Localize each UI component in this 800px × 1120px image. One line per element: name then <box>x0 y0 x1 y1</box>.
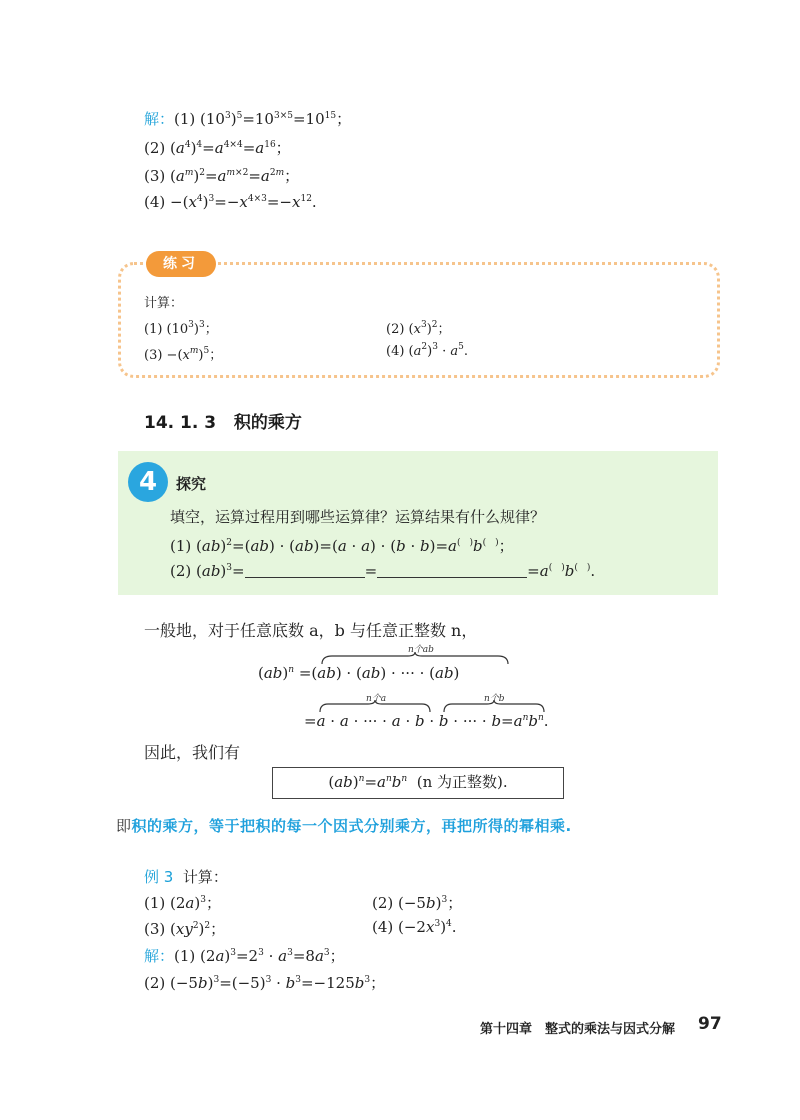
example-item-1: (1) $(2a)^3$； <box>144 894 221 912</box>
example-heading <box>144 866 228 887</box>
derivation-line-2: =a · a · ··· · a · b · b · ··· · $b=a^nb^n$. <box>304 712 549 730</box>
practice-item-4: (4) $(a^2)^3 \cdot a^5$. <box>386 342 468 359</box>
example-label: 例 3 <box>144 868 174 886</box>
brace-label-a: n个a <box>366 694 387 704</box>
solution-line-1: 解：(1) $(10^3)^5=10^{3\times 5}=10^{15}$； <box>144 110 352 128</box>
rule-prefix: 即 <box>116 817 132 835</box>
item-number: (1) <box>144 322 163 337</box>
section-title <box>144 408 302 433</box>
example-prompt: 计算： <box>182 868 228 886</box>
page-number: 97 <box>698 1014 722 1034</box>
example-solution-label: 解： <box>144 947 175 965</box>
brace-label-b: n个b <box>484 694 505 704</box>
example-item-2: (2) $(-5b)^3$； <box>372 894 463 912</box>
solution-line-3: (3) $(a^m)^2=a^{m\times 2}=a^{2m}$； <box>144 167 300 185</box>
item-number: (2) <box>144 139 166 157</box>
answer-blank-1[interactable] <box>245 563 365 578</box>
example-solution-1: 解：(1) $(2a)^3=2^3 \cdot a^3=8a^3$； <box>144 947 345 965</box>
example-item-4: (4) $(-2x^3)^4$. <box>372 918 457 936</box>
practice-badge: 练习 <box>146 251 216 277</box>
explore-title: 探究 <box>176 475 207 493</box>
brace-label-ab: n个ab <box>408 645 434 655</box>
practice-prompt: 计算： <box>144 296 184 311</box>
formula-box: $(ab)^n=a^nb^n$ (n 为正整数). <box>272 767 564 799</box>
solution-line-2: (2) $(a^4)^4=a^{4\times 4}=a^{16}$； <box>144 139 291 157</box>
explore-item-1: (1) (ab)$^2$=(ab) · (ab)=(a · a) · (b · b)=a( )b( )； <box>170 537 514 555</box>
section-number: 14. 1. 3 <box>144 413 217 433</box>
item-number: (2) <box>386 322 405 337</box>
derivation-line-1: (ab)$^n$ =(ab) · (ab) · ··· · (ab) <box>258 664 460 682</box>
item-number: (3) <box>144 348 163 363</box>
example-item-3: (3) $(xy^2)^2$； <box>144 920 226 938</box>
solution-line-4: $(4) -(x^4)^3=-x^{4\times 3}=-x^{12}$. <box>144 193 317 211</box>
practice-item-2: (2) $(x^3)^2$； <box>386 320 451 337</box>
formula-note: (n 为正整数). <box>416 773 508 791</box>
section-name: 积的乘方 <box>233 413 302 433</box>
example-solution-2: (2) $(-5b)^3=(-5)^3 \cdot b^3=-125b^3$； <box>144 974 386 992</box>
explore-item-2: (2) (ab)$^3$= = =a( )b( ). <box>170 562 596 580</box>
rule-statement <box>116 815 572 836</box>
item-number: (3) <box>144 167 166 185</box>
explore-question: 填空，运算过程用到哪些运算律？运算结果有什么规律？ <box>170 508 546 526</box>
chapter-footer: 第十四章 整式的乘法与因式分解 <box>480 1022 676 1037</box>
item-number: (1) <box>174 110 196 128</box>
practice-item-3: $(3) -(x^m)^5$； <box>144 346 223 363</box>
item-number: (4) <box>144 193 166 211</box>
answer-blank-2[interactable] <box>377 563 527 578</box>
practice-item-1: (1) $(10^3)^3$； <box>144 320 218 337</box>
item-number: (4) <box>386 344 405 359</box>
rule-text: 积的乘方，等于把积的每一个因式分别乘方，再把所得的幂相乘. <box>131 817 572 835</box>
explore-icon: 4 <box>128 462 168 502</box>
item-number: (2) <box>170 562 192 580</box>
therefore-text: 因此，我们有 <box>144 743 241 762</box>
item-number: (1) <box>170 537 192 555</box>
general-intro: 一般地，对于任意底数 a，b 与任意正整数 n， <box>144 621 478 640</box>
solution-label: 解： <box>144 110 175 128</box>
